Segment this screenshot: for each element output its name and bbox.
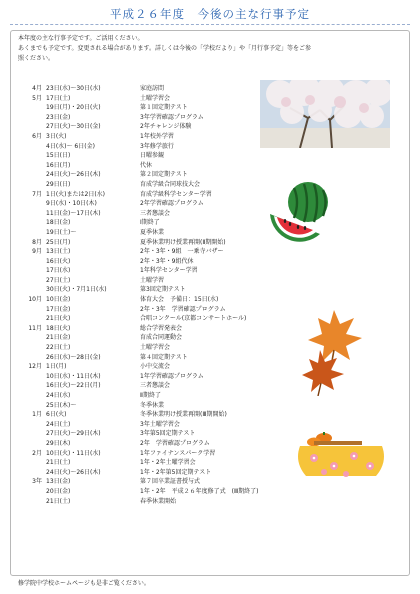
schedule-date: 3日(火) (46, 132, 67, 140)
footer-note: 修学院中学校ホームページも是非ご覧ください。 (18, 580, 150, 587)
schedule-row (20, 333, 320, 343)
schedule-date: 24日(土) (46, 420, 71, 428)
schedule-event: 育成学級合同球技大会 (140, 180, 201, 188)
schedule-month: 5月 (32, 94, 42, 102)
schedule-event: 春季休業開始 (140, 497, 177, 505)
schedule-event: Ⅱ期終了 (140, 392, 161, 399)
schedule-event: 1年・2年第5回定期テスト (140, 468, 212, 476)
schedule-date: 24日(水) (46, 392, 71, 399)
title-divider (10, 24, 410, 25)
schedule-date: 24日(火)～26日(木) (46, 171, 101, 179)
schedule-date: 21日(金) (46, 334, 71, 342)
schedule-row (20, 305, 320, 315)
schedule-date: 27日(火)～29日(木) (46, 430, 101, 438)
schedule-month: 4月 (32, 85, 42, 92)
schedule-row (20, 170, 320, 180)
schedule-row (20, 477, 320, 487)
schedule-row (20, 420, 320, 430)
schedule-month: 12月 (28, 363, 42, 371)
schedule-event: 代休 (140, 161, 153, 169)
schedule-date: 19日(月)・20日(火) (46, 104, 101, 112)
schedule-date: 21日(土) (46, 459, 71, 467)
schedule-month: 2月 (32, 449, 42, 457)
schedule-event: 夏季休業明け授業再開(Ⅱ期開始) (140, 238, 226, 246)
schedule-month: 1月 (32, 411, 42, 419)
schedule-event: 3年第5回定期テスト (140, 430, 196, 438)
schedule-date: 15日(日) (46, 152, 71, 160)
schedule-event: 1年学習確認プログラム (140, 372, 204, 380)
autumn-leaves-image (300, 306, 364, 396)
schedule-event: 冬季休業明け授業再開(Ⅲ期開始) (140, 411, 227, 419)
schedule-date: 10日(金) (46, 296, 71, 304)
schedule-date: 13日(金) (46, 478, 71, 486)
schedule-date: 16日(月) (46, 161, 71, 169)
schedule-event: 2年・3年 学習確認プログラム (140, 305, 226, 313)
schedule-row (20, 381, 320, 391)
schedule-row (20, 353, 320, 363)
intro-line: 照ください。 (18, 55, 55, 62)
schedule-row (20, 487, 320, 497)
schedule-event: 夏季休業 (140, 228, 165, 236)
schedule-event: 3年学習確認プログラム (140, 113, 204, 121)
schedule-date: 30日(火)・7月1日(水) (46, 286, 107, 294)
schedule-date: 25日(木)～ (46, 401, 77, 409)
schedule-date: 17日(水) (46, 267, 71, 275)
schedule-date: 20日(金) (46, 487, 71, 495)
schedule-row (20, 401, 320, 411)
schedule-date: 1日(月) (46, 363, 67, 371)
schedule-row (20, 161, 320, 171)
schedule-row (20, 410, 320, 420)
schedule-event: 2年学習確認プログラム (140, 200, 204, 208)
schedule-event: 土曜学習会 (140, 344, 171, 352)
schedule-date: 18日(火) (46, 324, 71, 332)
schedule-event: 第１回定期テスト (140, 104, 188, 112)
schedule-event: 1年校外学習 (140, 132, 174, 140)
schedule-event: 2年チャレンジ体験 (140, 123, 192, 131)
schedule-date: 25日(月) (46, 238, 71, 246)
schedule-row (20, 314, 320, 324)
schedule-event: 1年科学センター学習 (140, 267, 198, 275)
schedule-event: 土曜学習会 (140, 94, 171, 102)
schedule-row (20, 449, 320, 459)
schedule-event: 2年・3年・9組 一乗寺バザー (140, 248, 224, 256)
watermelon-image (268, 180, 336, 250)
schedule-date: 27日(土) (46, 276, 71, 284)
schedule-event: 三者懇談会 (140, 382, 171, 390)
schedule-event: 1年・2年 平成２６年度修了式 (Ⅲ期終了) (140, 487, 259, 495)
schedule-date: 10日(火)・11日(水) (46, 449, 101, 457)
schedule-date: 13日(土) (46, 248, 71, 256)
schedule-row (20, 324, 320, 334)
schedule-date: 16日(火)～22日(月) (46, 382, 101, 390)
schedule-event: 小中交流会 (140, 363, 171, 371)
schedule-date: 19日(土)～ (46, 228, 77, 236)
intro-line: 本年度の主な行事予定です。ご活用ください。 (18, 35, 144, 42)
schedule-event: 3年修学旅行 (140, 142, 174, 150)
schedule-date: 17日(土) (46, 94, 71, 102)
schedule-event: 第２回定期テスト (140, 171, 188, 179)
schedule-month: 6月 (32, 132, 42, 140)
schedule-date: 10日(水)・11日(木) (46, 372, 101, 380)
schedule-row (20, 458, 320, 468)
schedule-event: 1年ファイナンスパーク学習 (140, 449, 216, 457)
schedule-event: 育成学級科学センター学習 (140, 190, 212, 198)
schedule-event: 2年 学習確認プログラム (140, 439, 210, 447)
schedule-row (20, 295, 320, 305)
schedule-date: 17日(金) (46, 305, 71, 313)
schedule-date: 18日(金) (46, 219, 71, 227)
intro-line: あくまでも予定です。変更される場合があります。詳しくは今後の「学校だより」や「月行事予定」等をご参 (18, 45, 312, 52)
schedule-month: 7月 (32, 190, 42, 198)
schedule-event: 第７回卒業証書授与式 (140, 478, 201, 486)
schedule-row (20, 429, 320, 439)
schedule-date: 21日(火) (46, 315, 71, 323)
schedule-date: 1日(火)または2日(水) (46, 190, 105, 198)
schedule-row (20, 362, 320, 372)
kotatsu-image (294, 432, 388, 480)
schedule-row (20, 372, 320, 382)
schedule-event: 第４回定期テスト (140, 353, 188, 361)
schedule-row (20, 343, 320, 353)
schedule-date: 24日(火)～26日(木) (46, 468, 101, 476)
schedule-month: 10月 (28, 296, 42, 304)
schedule-date: 9日(水)・10日(木) (46, 200, 97, 208)
schedule-date: 16日(火) (46, 257, 71, 265)
schedule-event: 育成合同運動会 (140, 334, 183, 342)
schedule-date: 26日(水)～28日(金) (46, 353, 101, 361)
schedule-date: 6日(火) (46, 411, 67, 419)
schedule-row (20, 468, 320, 478)
schedule-event: 冬季休業 (140, 401, 165, 409)
schedule-row (20, 151, 320, 161)
schedule-date: 23日(水)～30日(水) (46, 85, 101, 92)
schedule-event: Ⅰ期終了 (140, 219, 160, 227)
page-title: 平成２６年度 今後の主な行事予定 (110, 7, 310, 21)
cherry-blossom-image (260, 80, 390, 148)
schedule-date: 4日(水)～ 6日(金) (46, 142, 95, 150)
schedule-date: 23日(金) (46, 113, 71, 121)
schedule-event: 体育大会 予備日：15日(水) (140, 296, 219, 304)
schedule-event: 1年・2年土曜学習会 (140, 459, 196, 467)
schedule-event: 3年土曜学習会 (140, 420, 180, 428)
intro-text (18, 34, 398, 64)
schedule-event: 第3回定期テスト (140, 286, 186, 294)
schedule-event: 日曜参観 (140, 152, 165, 160)
schedule-event: 合唱コンクール(京都コンサートホール) (140, 315, 247, 323)
schedule-month: 9月 (32, 248, 42, 256)
schedule-row (20, 497, 320, 507)
schedule-row (20, 276, 320, 286)
schedule-month: 3年 (32, 478, 42, 486)
schedule-row (20, 266, 320, 276)
schedule-event: 家庭訪問 (140, 85, 165, 92)
schedule-event: 2年・3年・9組代休 (140, 257, 194, 265)
schedule-date: 29日(日) (46, 180, 71, 188)
schedule-event: 土曜学習 (140, 276, 165, 284)
schedule-month: 8月 (32, 238, 42, 246)
schedule-date: 21日(土) (46, 497, 71, 505)
schedule-row (20, 439, 320, 449)
schedule-row (20, 391, 320, 401)
schedule-event: 三者懇談会 (140, 209, 171, 217)
schedule-row (20, 257, 320, 267)
schedule-date: 29日(木) (46, 439, 71, 447)
schedule-month: 11月 (28, 324, 42, 332)
schedule-date: 11日(金)～17日(木) (46, 209, 101, 217)
schedule-row (20, 285, 320, 295)
schedule-date: 22日(土) (46, 344, 71, 352)
schedule-event: 総合学習発表会 (140, 324, 183, 332)
schedule-date: 27日(火)～30日(金) (46, 123, 101, 131)
